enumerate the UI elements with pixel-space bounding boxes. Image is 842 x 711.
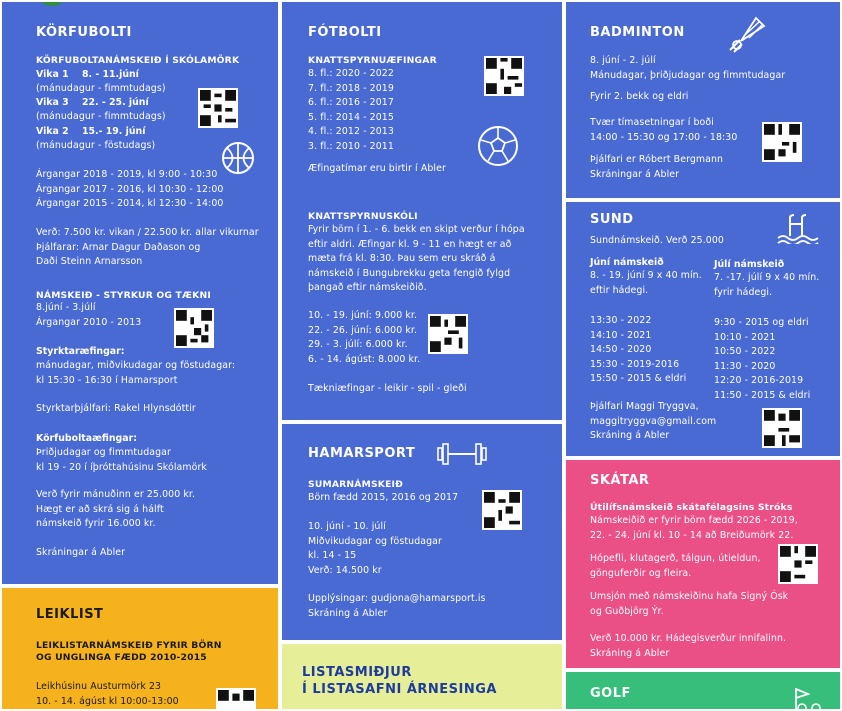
- skatar-activities: Hópefli, klutagerð, tálgun, útieldun, gönguferðir og fleira.: [590, 553, 761, 579]
- skatar-leaders: Umsjón með námskeiðinu hafa Signý Ósk og Guðbjörg Ýr.: [590, 591, 789, 617]
- soccer-ball-icon: [476, 124, 520, 168]
- qr-code[interactable]: [174, 308, 214, 348]
- hamarsport-contact: Upplýsingar: gudjona@hamarsport.is Skráning á Abler: [308, 593, 486, 619]
- week-3-dates: 22. - 25. júní: [82, 97, 149, 108]
- june-course-info: 8. - 19. júní 9 x 40 mín. eftir hádegi.: [590, 270, 702, 296]
- korfubolti-panel: [0, 0, 280, 586]
- sund-price: Sundnámskeið. Verð 25.000: [590, 235, 724, 246]
- skatar-price: Verð 10.000 kr. Hádegisverður innifalinn. Skráning á Abler: [590, 633, 787, 659]
- badminton-dates: 8. júní - 2. júlí Mánudagar, þriðjudagar og fimmtudagar: [590, 55, 786, 81]
- badminton-title: BADMINTON: [590, 25, 685, 40]
- registration: Skráningar á Abler: [36, 547, 126, 558]
- golf-flag-icon: [790, 686, 826, 711]
- june-times: 13:30 - 2022 14:10 - 2021 14:50 - 2020 15:30 - 2019-2016 15:50 - 2015 & eldri: [590, 315, 687, 384]
- skatar-panel: [564, 458, 842, 670]
- sund-panel: [564, 200, 842, 458]
- badminton-sessions: Tvær tímasetningar í boði 14:00 - 15:30 og 17:00 - 18:30: [590, 117, 738, 143]
- practice-title: Körfuboltaæfingar:: [36, 433, 137, 444]
- qr-code[interactable]: [216, 688, 256, 711]
- price-month: Verð fyrir mánuðinn er 25.000 kr. Hægt er að skrá sig á hálft námskeið fyrir 16.000 kr.: [36, 489, 196, 529]
- fotbolti-title: FÓTBOLTI: [308, 25, 382, 40]
- badminton-coach: Þjálfari er Róbert Bergmann Skráningar á Abler: [590, 154, 724, 180]
- week-2-dates: 15.- 19. júní: [82, 126, 146, 137]
- basketball-icon: [220, 140, 256, 176]
- strength-title: Styrktaræfingar:: [36, 346, 125, 357]
- week-1-label: Vika 1: [36, 69, 69, 80]
- skatar-subtitle: Útilífsnámskeið skátafélagsins Stróks: [590, 502, 793, 513]
- june-course-title: Júní námskeið: [590, 257, 664, 268]
- listasmidjur-title: LISTASMIÐJUR Í LISTASAFNI ÁRNESINGA: [302, 665, 497, 697]
- practice-info: Þriðjudagar og fimmtudagar kl 19 - 20 í íþróttahúsinu Skólamörk: [36, 447, 207, 473]
- shuttlecock-icon: [724, 12, 768, 56]
- school-title: KNATTSPYRNUSKÓLI: [308, 211, 418, 222]
- week-2-days: (mánudagur - föstudags): [36, 140, 156, 151]
- leiklist-title: LEIKLIST: [36, 607, 104, 622]
- listasmidjur-panel: [280, 642, 564, 711]
- qr-code[interactable]: [198, 88, 238, 128]
- strength-info: mánudagar, miðvikudagar og föstudagar: kl 15:30 - 16:30 í Hamarsport: [36, 360, 236, 386]
- strength-coach: Styrktarþjálfari: Rakel Hlynsdóttir: [36, 403, 196, 414]
- age-groups: 8. fl.: 2020 - 2022 7. fl.: 2018 - 2019 6. fl.: 2016 - 2017 5. fl.: 2014 - 2015 4. fl.: 2012 - 2013 3. fl.: 2010 - 2011: [308, 68, 394, 152]
- dumbbell-icon: [436, 442, 488, 466]
- schedule-note: Æfingatímar eru birtir í Abler: [308, 163, 446, 174]
- hamarsport-born: Börn fædd 2015, 2016 og 2017: [308, 492, 459, 503]
- school-prices: 10. - 19. júní: 9.000 kr. 22. - 26. júní: 6.000 kr. 29. - 3. júlí: 6.000 kr. 6. - 14. ágúst: 8.000 kr.: [308, 310, 421, 365]
- hamarsport-subtitle: SUMARNÁMSKEIÐ: [308, 479, 404, 490]
- age-groups: Árgangar 2018 - 2019, kl 9:00 - 10:30 Árgangar 2017 - 2016, kl 10:30 - 12:00 Árgangar 2015 - 2014, kl 12:30 - 14:00: [36, 169, 224, 209]
- qr-code[interactable]: [762, 408, 802, 448]
- qr-code[interactable]: [778, 544, 818, 584]
- swimming-pool-icon: [776, 214, 822, 244]
- skatar-title: SKÁTAR: [590, 473, 650, 488]
- golf-panel: [564, 670, 842, 711]
- training-title: KNATTSPYRNUÆFINGAR: [308, 55, 437, 66]
- week-2-label: Vika 2: [36, 126, 69, 137]
- course-info: 8.júní - 3.júlí Árgangar 2010 - 2013: [36, 302, 142, 328]
- golf-title: GOLF: [590, 686, 631, 701]
- week-1-dates: 8. - 11.júní: [82, 69, 139, 80]
- leiklist-info: Leikhúsinu Austurmörk 23 10. - 14. ágúst kl 10:00-13:00: [36, 681, 179, 707]
- week-3-days: (mánudagur - fimmtudags): [36, 111, 166, 122]
- skatar-info: Námskeiðið er fyrir börn fædd 2026 - 2019, 22. - 24. júní kl. 10 - 14 að Breiðumörk 22.: [590, 515, 798, 541]
- slogan: Tækniæfingar - leikir - spil - gleði: [308, 383, 467, 394]
- badminton-grade: Fyrir 2. bekk og eldri: [590, 91, 689, 102]
- week-3-label: Vika 3: [36, 97, 69, 108]
- school-info: Fyrir börn í 1. - 6. bekk en skipt verður í hópa eftir aldri. Æfingar kl. 9 - 11 en hægt er að mæta frá kl. 8:30. Þau sem eru skráð á námskeið í Bungubrekku geta fengið fylgd þangað eftir námskeiðið.: [308, 224, 525, 293]
- badminton-panel: [564, 0, 842, 200]
- fotbolti-panel: [280, 0, 564, 422]
- hamarsport-panel: [280, 422, 564, 642]
- sund-title: SUND: [590, 212, 634, 227]
- shield-logo-icon: [32, 0, 72, 10]
- price-coaches: Verð: 7.500 kr. vikan / 22.500 kr. allar vikurnar Þjálfarar: Arnar Dagur Daðason og Daði Steinn Arnarsson: [36, 227, 259, 267]
- hamarsport-title: HAMARSPORT: [308, 446, 416, 461]
- course-title: NÁMSKEIÐ - STYRKUR OG TÆKNI: [36, 290, 211, 301]
- sund-coach: Þjálfari Maggi Tryggva, maggitryggva@gmail.com Skráning á Abler: [590, 401, 717, 441]
- july-course-title: Júlí námskeið: [714, 259, 785, 270]
- july-course-info: 7. -17. júlí 9 x 40 mín. fyrir hádegi.: [714, 272, 820, 298]
- korfubolti-subtitle: KÖRFUBOLTANÁMSKEIÐ Í SKÓLAMÖRK: [36, 55, 240, 66]
- korfubolti-title: KÖRFUBOLTI: [36, 25, 132, 40]
- july-times: 9:30 - 2015 og eldri 10:10 - 2021 10:50 - 2022 11:30 - 2020 12:20 - 2016-2019 11:50 - 2015 & eldri: [714, 317, 811, 401]
- qr-code[interactable]: [762, 122, 802, 162]
- qr-code[interactable]: [484, 56, 524, 96]
- qr-code[interactable]: [428, 314, 468, 354]
- week-1-days: (mánudagur - fimmtudags): [36, 83, 166, 94]
- leiklist-panel: [0, 586, 280, 711]
- qr-code[interactable]: [482, 490, 522, 530]
- leiklist-subtitle: LEIKLISTARNÁMSKEIÐ FYRIR BÖRN OG UNGLINGA FÆDD 2010-2015: [36, 640, 222, 663]
- hamarsport-info: 10. júní - 10. júlí Miðvikudagar og föstudagar kl. 14 - 15 Verð: 14.500 kr: [308, 521, 442, 576]
